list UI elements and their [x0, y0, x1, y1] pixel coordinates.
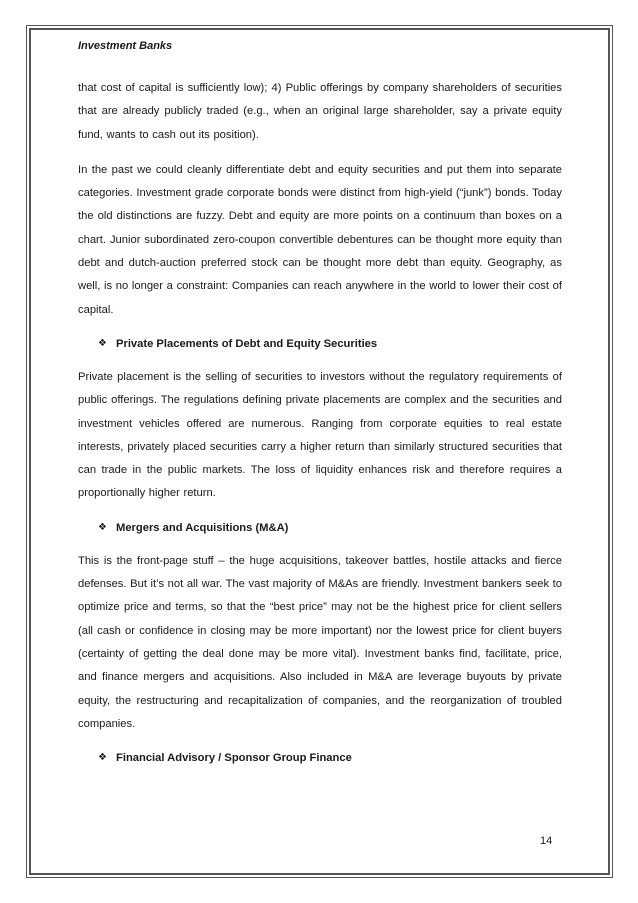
section-heading-text: Mergers and Acquisitions (M&A) — [116, 521, 289, 534]
running-header: Investment Banks — [78, 40, 173, 52]
section-heading-text: Private Placements of Debt and Equity Securities — [116, 337, 378, 350]
section-heading-private-placements — [78, 334, 562, 354]
page-number: 14 — [540, 835, 553, 847]
section-heading-financial-advisory — [78, 748, 562, 768]
section-heading-text: Financial Advisory / Sponsor Group Finance — [116, 752, 352, 765]
paragraph-mergers: This is the front-page stuff – the huge acquisitions, takeover battles, hostile attacks and fierce defenses. But it’s not all war. The vast majority of M&As are friendly. Investment bankers seek to optimize price and terms, so that the “best price” may not be the highest price for client sellers (all cash or confidence in closing may be more important) nor the lowest price for client buyers (certainty of getting the deal done may be more vital). Investment banks find, facilitate, price, and finance mergers and acquisitions. Also included in M&A are leverage buyouts by private equity, the restructuring and recapitalization of companies, and the reorganization of troubled companies. — [78, 554, 562, 730]
diamond-bullet-icon: ❖ — [98, 752, 107, 764]
paragraph-private-placement: Private placement is the selling of securities to investors without the regulatory requirements of public offerings. The regulations defining private placements are complex and the securities and investment vehicles offered are numerous. Ranging from corporate equities to real estate interests, privately placed securities carry a higher return than similarly structured securities that can trade in the public markets. The loss of liquidity enhances risk and therefore requires a proportionally higher return. — [78, 370, 562, 500]
paragraph-continuation: that cost of capital is sufficiently low); 4) Public offerings by company shareholders of securities that are already publicly traded (e.g., when an original large shareholder, say a private equity fund, wants to cash out its position). — [78, 82, 562, 141]
paragraph-securities-distinctions: In the past we could cleanly differentiate debt and equity securities and put them into separate categories. Investment grade corporate bonds were distinct from high-yield (“junk”) bonds. Today the old distinctions are fuzzy. Debt and equity are more points on a continuum than boxes on a chart. Junior subordinated zero-coupon convertible debentures can be thought more equity than debt and dutch-auction preferred stock can be thought more debt than equity. Geography, as well, is no longer a constraint: Companies can reach anywhere in the world to lower their cost of capital. — [78, 163, 562, 316]
section-heading-mergers — [78, 518, 562, 538]
diamond-bullet-icon: ❖ — [98, 521, 107, 533]
page-content — [78, 40, 562, 780]
diamond-bullet-icon: ❖ — [98, 337, 107, 349]
